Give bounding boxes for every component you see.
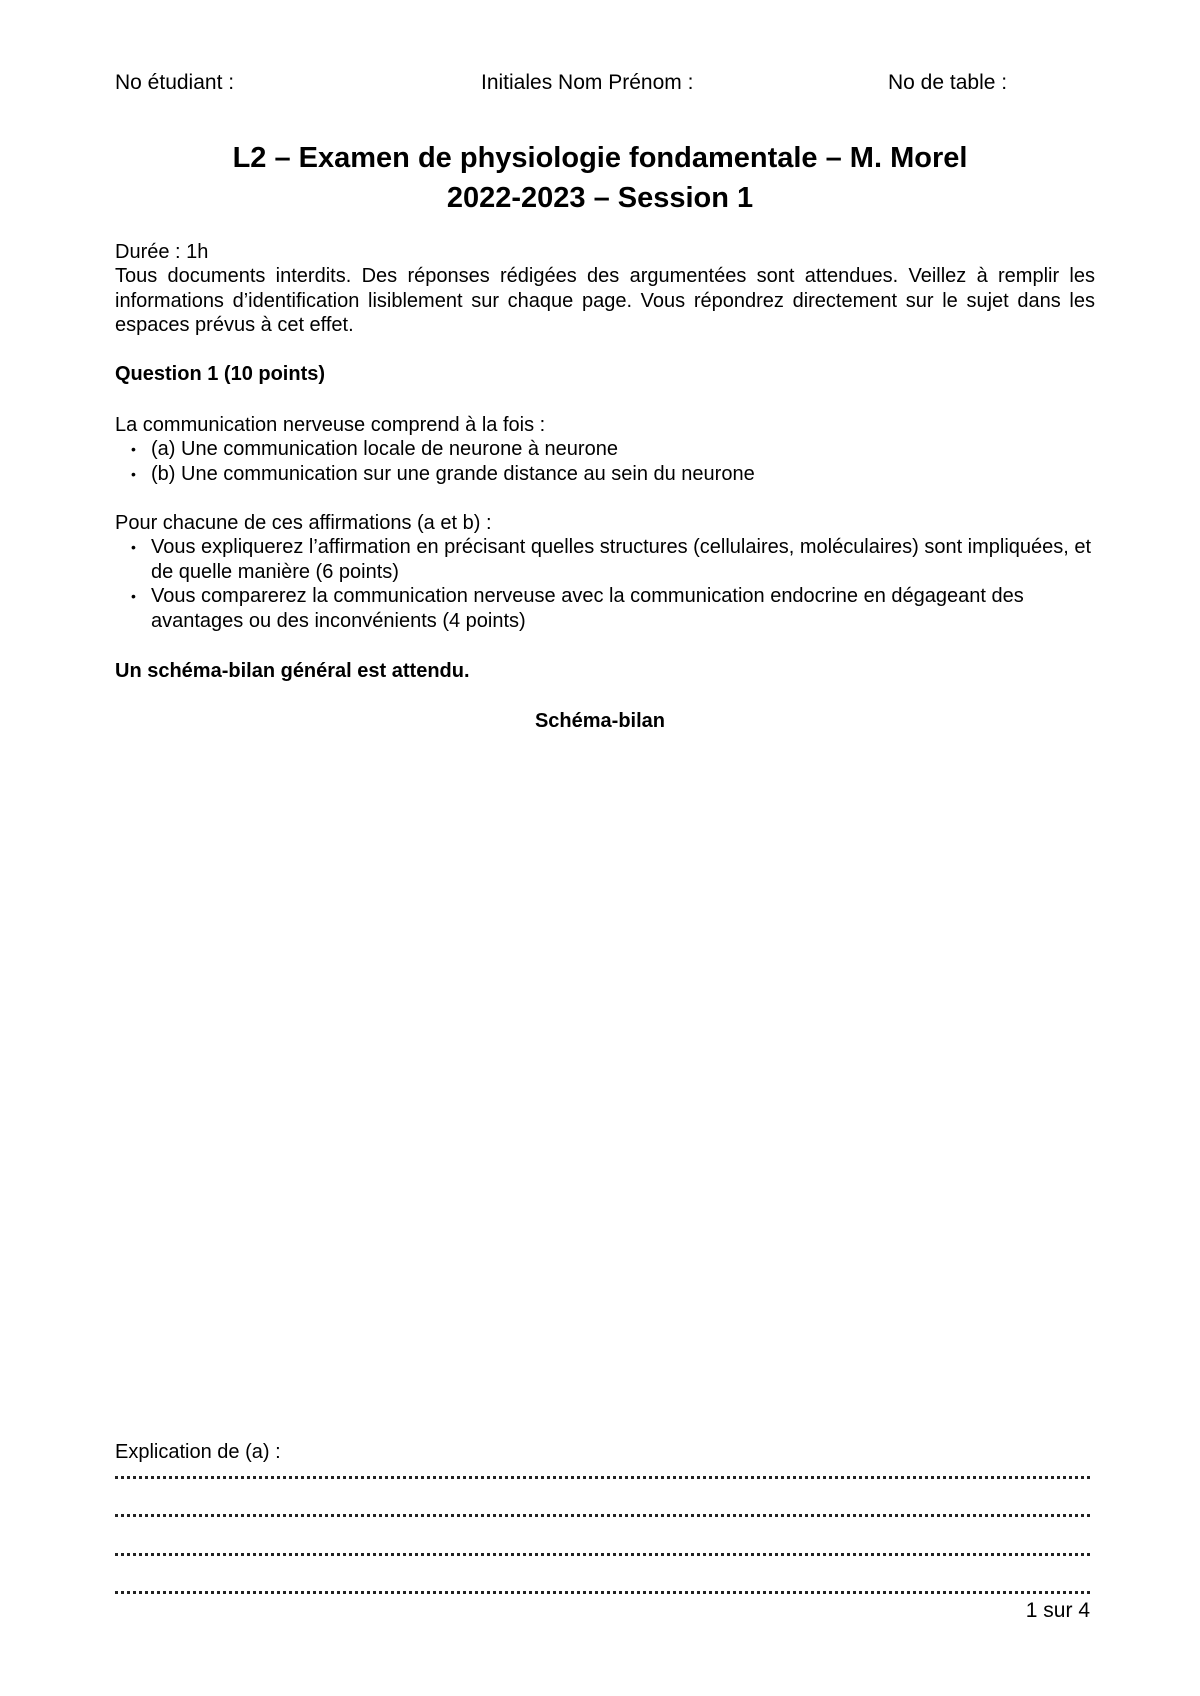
list-item xyxy=(115,437,1095,462)
exam-instructions: Tous documents interdits. Des réponses rédigées des argumentées sont attendues. Veillez à remplir les informations d’identification lisiblement sur chaque page. Vous répondrez directement sur le sujet dans les espaces prévus à cet effet. xyxy=(115,265,1095,336)
expected-note: Un schéma-bilan général est attendu. xyxy=(115,660,470,682)
list-item-text: Vous expliquerez l’affirmation en précisant quelles structures (cellulaires, moléculaires) sont impliquées, et de quelle manière (6 points) xyxy=(151,536,1092,583)
question-heading: Question 1 (10 points) xyxy=(115,363,326,385)
answer-line[interactable] xyxy=(115,1514,1090,1517)
table-number-label: No de table : xyxy=(888,71,1008,94)
answer-line[interactable] xyxy=(115,1476,1090,1479)
schema-answer-area[interactable] xyxy=(115,745,1095,1425)
question-lead: La communication nerveuse comprend à la fois : xyxy=(115,414,546,436)
schema-heading: Schéma-bilan xyxy=(534,710,666,732)
bullet-icon: • xyxy=(131,441,136,457)
answer-line[interactable] xyxy=(115,1591,1090,1594)
list-item-text: (a) Une communication locale de neurone à neurone xyxy=(151,438,618,460)
exam-title: L2 – Examen de physiologie fondamentale – M. Morel xyxy=(232,142,968,174)
list-item-text: Vous comparerez la communication nerveuse avec la communication endocrine en dégageant des avantages ou des inconvénients (4 points) xyxy=(151,585,1024,632)
list-item-text: (b) Une communication sur une grande distance au sein du neurone xyxy=(151,462,755,485)
explanation-label: Explication de (a) : xyxy=(115,1441,281,1463)
bullet-icon: • xyxy=(131,539,136,555)
list-item xyxy=(115,462,1095,487)
answer-line[interactable] xyxy=(115,1553,1090,1556)
bullet-icon: • xyxy=(131,465,136,482)
exam-session: 2022-2023 – Session 1 xyxy=(446,182,754,214)
affirmations-list xyxy=(115,437,1095,486)
page-number: 1 sur 4 xyxy=(1025,1599,1090,1622)
list-item xyxy=(115,535,1095,584)
task-prompt: Pour chacune de ces affirmations (a et b) : xyxy=(115,512,492,534)
student-name-label: Initiales Nom Prénom : xyxy=(481,71,694,94)
bullet-icon: • xyxy=(131,588,136,604)
tasks-list xyxy=(115,535,1095,633)
list-item xyxy=(115,584,1095,633)
exam-duration: Durée : 1h xyxy=(115,241,209,263)
student-number-label: No étudiant : xyxy=(115,71,235,94)
